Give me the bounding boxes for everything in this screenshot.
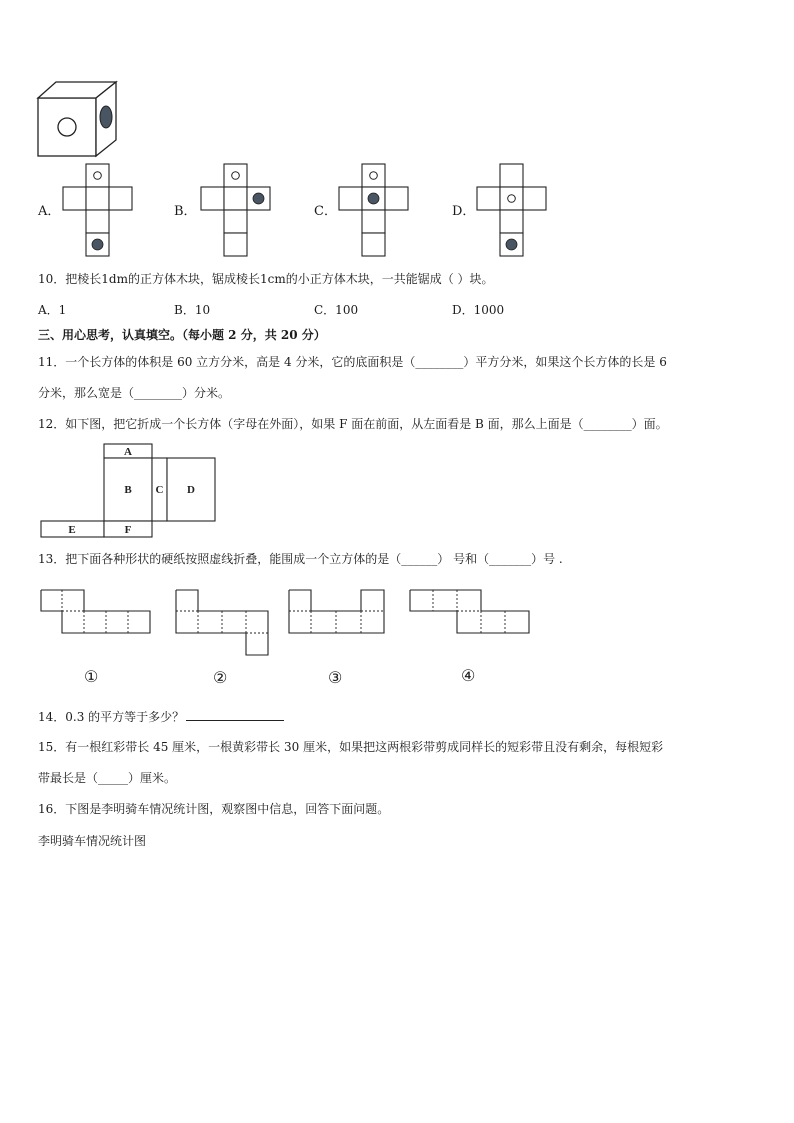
face-e-label: E [68, 524, 76, 536]
net-shape-4 [409, 589, 531, 635]
q10-option-b: B．10 [174, 303, 211, 317]
q15-line1: 15．有一根红彩带长 45 厘米，一根黄彩带长 30 厘米，如果把这两根彩带剪成同样长的短彩带且没有剩余，每根短彩 [38, 740, 664, 754]
face-a-label: A [124, 446, 132, 458]
shape-label-3: ③ [328, 668, 343, 687]
q15-line2: 带最长是（_____）厘米。 [38, 771, 177, 785]
q10-option-d: D．1000 [452, 303, 505, 317]
cube-net-a [62, 163, 134, 257]
face-f-label: F [124, 524, 132, 536]
q14-row [38, 708, 284, 725]
cuboid-net [40, 443, 220, 539]
cube-net-c [338, 163, 410, 257]
q10-option-a: A．1 [38, 303, 67, 317]
q13-text: 13．把下面各种形状的硬纸按照虚线折叠，能围成一个立方体的是（______） 号和（_______）号 . [38, 552, 563, 566]
cube-figure [36, 80, 136, 160]
q11-line2: 分米，那么宽是（________）分米。 [38, 386, 231, 400]
q14-text: 14．0.3 的平方等于多少？ [38, 710, 185, 724]
option-a-label: A． [38, 204, 61, 219]
shape-label-2: ② [213, 668, 228, 687]
shape-label-4: ④ [461, 666, 476, 685]
face-c-label: C [155, 484, 164, 496]
solid-dot [100, 106, 112, 128]
option-b-label: B． [174, 204, 197, 219]
net-shape-1 [40, 589, 152, 635]
face-b-label: B [124, 484, 132, 496]
cube-net-d [476, 163, 548, 257]
option-d-label: D． [452, 204, 476, 219]
q11-line1: 11．一个长方体的体积是 60 立方分米，高是 4 分米，它的底面积是（________）平方分米，如果这个长方体的长是 6 [38, 355, 667, 369]
q10-text: 10．把棱长1dm的正方体木块，锯成棱长1cm的小正方体木块，一共能锯成（ ）块。 [38, 272, 494, 286]
net-shape-2 [175, 589, 271, 657]
option-c-label: C． [314, 204, 337, 219]
face-d-label: D [187, 484, 195, 496]
shape-label-1: ① [84, 667, 99, 686]
section-3-title: 三、用心思考，认真填空。（每小题 2 分，共 20 分） [38, 328, 326, 342]
q10-option-c: C．100 [314, 303, 359, 317]
cube-net-b [200, 163, 272, 257]
q12-text: 12．如下图，把它折成一个长方体（字母在外面），如果 F 面在前面，从左面看是 B 面，那么上面是（________）面。 [38, 417, 668, 431]
q16-text: 16．下图是李明骑车情况统计图，观察图中信息，回答下面问题。 [38, 802, 390, 816]
chart-title: 李明骑车情况统计图 [38, 834, 147, 848]
hollow-dot [58, 118, 76, 136]
q14-answer-line[interactable] [186, 708, 284, 721]
net-shape-3 [288, 589, 388, 635]
